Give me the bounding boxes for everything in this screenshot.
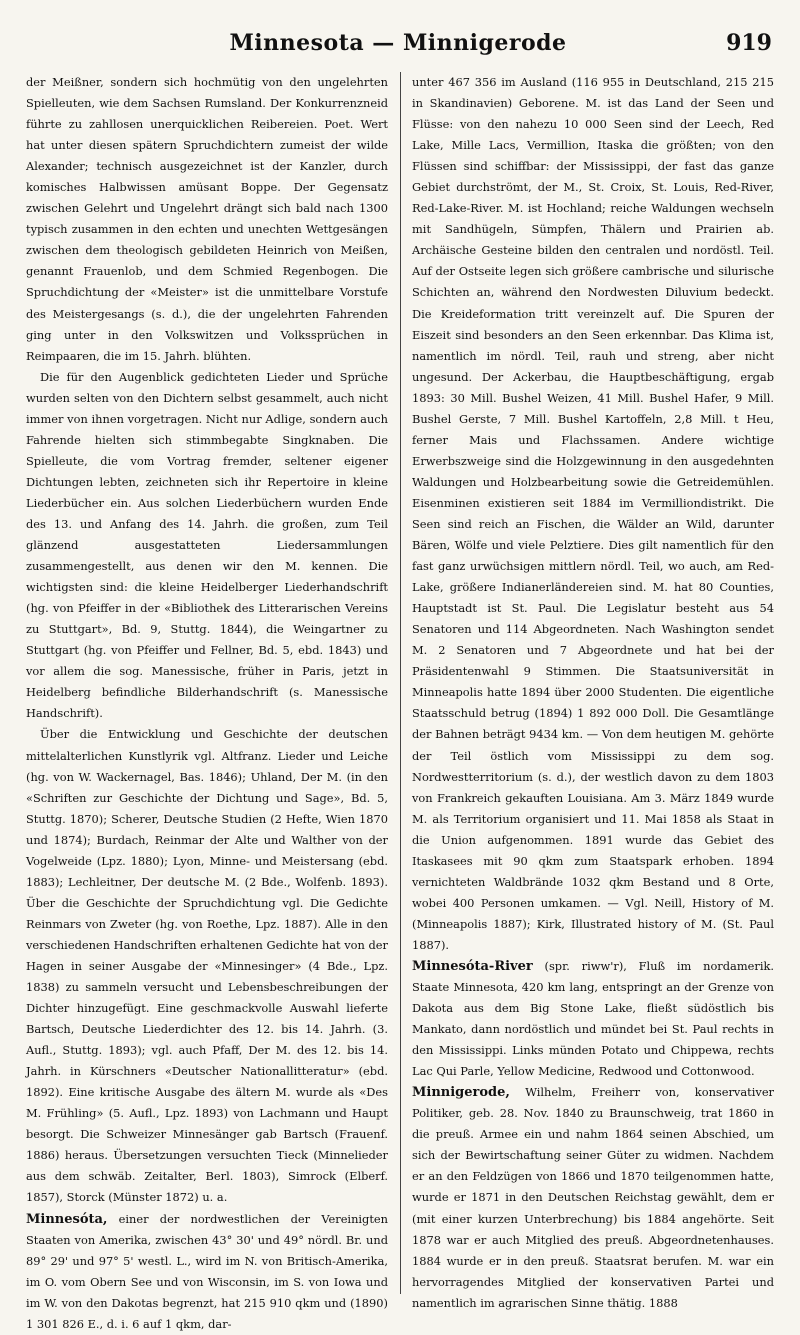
- entry-headword: Minnesóta-River: [412, 958, 533, 974]
- paragraph: Die für den Augenblick gedichteten Lieder und Sprüche wurden selten von den Dichtern selbst gesammelt, auch nicht immer von ihnen vorgetragen. Nicht nur Adlige, sondern auch Fahrende hielten sich stimmbegabte Singknaben. Die Spielleute, die vom Vortrag fremder, seltener eigener Dichtungen lebten, zeichneten sich ihr Repertoire in kleine Liederbücher ein. Aus solchen Liederbüchern wurden Ende des 13. und Anfang des 14. Jahrh. die großen, zum Teil glänzend ausgestatteten Liedersammlungen zusammengestellt, aus denen wir den M. kennen. Die wichtigsten sind: die kleine Heidelberger Liederhandschrift (hg. von Pfeiffer in der «Bibliothek des Litterarischen Vereins zu Stuttgart», Bd. 9, Stuttg. 1844), die Weingartner zu Stuttgart (hg. von Pfeiffer und Fellner, Bd. 5, ebd. 1843) und vor allem die sog. Manessische, früher in Paris, jetzt in Heidelberg befindliche Bilderhandschrift (s. Manessische Handschrift).: [26, 369, 388, 721]
- entry-minnesota: [26, 1209, 388, 1335]
- paragraph: unter 467 356 im Ausland (116 955 in Deutschland, 215 215 in Skandinavien) Geborene. M. ist das Land der Seen und Flüsse: von den nahezu 10 000 Seen sind der Leech, Red Lake, Mille Lacs, Vermillion, Itaska die größten; von den Flüssen sind schiffbar: der Mississippi, der fast das ganze Gebiet durchströmt, der M., St. Croix, St. Louis, Red-River, Red-Lake-River. M. ist Hochland; reiche Waldungen wechseln mit Sandhügeln, Sümpfen, Thälern und Prairien ab. Archäische Gesteine bilden den centralen und nordöstl. Teil. Auf der Ostseite legen sich größere cambrische und silurische Schichten an, während den Nordwesten Diluvium bedeckt. Die Kreideformation tritt vereinzelt auf. Die Spuren der Eiszeit sind besonders an den Seen erkennbar. Das Klima ist, namentlich im nördl. Teil, rauh und streng, aber nicht ungesund. Der Ackerbau, die Hauptbeschäftigung, ergab 1893: 30 Mill. Bushel Weizen, 41 Mill. Bushel Hafer, 9 Mill. Bushel Gerste, 7 Mill. Bushel Kartoffeln, 2,8 Mill. t Heu, ferner Mais und Flachssamen. Andere wichtige Erwerbszweige sind die Holzgewinnung in den ausgedehnten Waldungen und Holzbearbeitung sowie die Getreidemühlen. Eisenminen existieren seit 1884 im Vermilliondistrikt. Die Seen sind reich an Fischen, die Wälder an Wild, darunter Bären, Wölfe und viele Pelztiere. Dies gilt namentlich für den fast ganz urwüchsigen mittlern nördl. Teil, wo auch, am Red-Lake, größere Indianerländereien sind. M. hat 80 Counties, Hauptstadt ist St. Paul. Die Legislatur besteht aus 54 Senatoren und 114 Abgeordneten. Nach Washington sendet M. 2 Senatoren und 7 Abgeordnete und hat bei der Präsidentenwahl 9 Stimmen. Die Staatsuniversität in Minneapolis hatte 1894 über 2000 Studenten. Die eigentliche Staatsschuld betrug (1894) 1 892 000 Doll. Die Gesamtlänge der Bahnen beträgt 9434 km. — Von dem heutigen M. gehörte der Teil östlich vom Mississippi zu dem sog. Nordwestterritorium (s. d.), der westlich davon zu dem 1803 von Frankreich gekauften Louisiana. Am 3. März 1849 wurde M. als Territorium organisiert und 11. Mai 1858 als Staat in die Union aufgenommen. 1891 wurde das Gebiet des Itaskasees mit 90 qkm zum Staatspark erhoben. 1894 vernichteten Waldbrände 1032 qkm Bestand und 8 Orte, wobei 400 Personen umkamen. — Vgl. Neill, History of M. (Minneapolis 1887); Kirk, Illustrated history of M. (St. Paul 1887).: [412, 75, 774, 952]
- entry-text: Wilhelm, Freiherr von, konservativer Politiker, geb. 28. Nov. 1840 zu Braunschweig, trat 1860 in die preuß. Armee ein und nahm 1864 seinen Abschied, um sich der Bewirtschaftung seiner Güter zu widmen. Nachdem er an den Feldzügen von 1866 und 1870 teilgenommen hatte, wurde er 1871 in den Deutschen Reichstag gewählt, dem er (mit einer kurzen Unterbrechung) bis 1884 angehörte. Seit 1878 war er auch Mitglied des preuß. Abgeordnetenhauses. 1884 wurde er in den preuß. Staatsrat berufen. M. war ein hervorragendes Mitglied der konservativen Partei und namentlich im agrarischen Sinne thätig. 1888: [412, 1085, 774, 1310]
- entry-headword: Minnesóta,: [26, 1211, 108, 1227]
- running-head: Minnesota — Minnigerode: [229, 30, 567, 56]
- paragraph: der Meißner, sondern sich hochmütig von den ungelehrten Spielleuten, wie dem Sachsen Rumsland. Der Konkurrenzneid führte zu zahllosen unerquicklichen Reibereien. Poet. Wert hat unter diesen spätern Spruchdichtern zumeist der wilde Alexander; technisch ausgezeichnet ist der Kanzler, durch komisches Halbwissen amüsant Boppe. Der Gegensatz zwischen Gelehrt und Ungelehrt drängt sich bald nach 1300 typisch zusammen in den echten und unechten Wettgesängen zwischen dem theologisch gebildeten Heinrich von Meißen, genannt Frauenlob, und dem Schmied Regenbogen. Die Spruchdichtung der «Meister» ist die unmittelbare Vorstufe des Meistergesangs (s. d.), die der ungelehrten Fahrenden ging unter in den Volkswitzen und Volkssprüchen in Reimpaaren, die im 15. Jahrh. blühten.: [26, 75, 388, 363]
- entry-minnigerode: [412, 1082, 774, 1314]
- entry-minnesota-river: [412, 956, 774, 1082]
- column-divider: [400, 72, 401, 1294]
- paragraph: Über die Entwicklung und Geschichte der deutschen mittelalterlichen Kunstlyrik vgl. Altfranz. Lieder und Leiche (hg. von W. Wackernagel, Bas. 1846); Uhland, Der M. (in den «Schriften zur Geschichte der Dichtung und Sage», Bd. 5, Stuttg. 1870); Scherer, Deutsche Studien (2 Hefte, Wien 1870 und 1874); Burdach, Reinmar der Alte und Walther von der Vogelweide (Lpz. 1880); Lyon, Minne- und Meistersang (ebd. 1883); Lechleitner, Der deutsche M. (2 Bde., Wolfenb. 1893). Über die Geschichte der Spruchdichtung vgl. Die Gedichte Reinmars von Zweter (hg. von Roethe, Lpz. 1887). Alle in den verschiedenen Handschriften erhaltenen Gedichte hat von der Hagen in seiner Ausgabe der «Minnesinger» (4 Bde., Lpz. 1838) zu sammeln versucht und Lebensbeschreibungen der Dichter hinzugefügt. Eine geschmackvolle Auswahl lieferte Bartsch, Deutsche Liederdichter des 12. bis 14. Jahrh. (3. Aufl., Stuttg. 1893); vgl. auch Pfaff, Der M. des 12. bis 14. Jahrh. in Kürschners «Deutscher Nationallitteratur» (ebd. 1892). Eine kritische Ausgabe des ältern M. wurde als «Des M. Frühling» (5. Aufl., Lpz. 1893) von Lachmann und Haupt besorgt. Die Schweizer Minnesänger gab Bartsch (Frauenf. 1886) heraus. Übersetzungen versuchten Tieck (Minnelieder aus dem schwäb. Zeitalter, Berl. 1803), Simrock (Elberf. 1857), Storck (Münster 1872) u. a.: [26, 727, 388, 1205]
- entry-headword: Minnigerode,: [412, 1085, 510, 1101]
- right-column: [412, 72, 774, 1310]
- page-number: 919: [726, 30, 772, 56]
- left-column: [26, 72, 388, 1331]
- entry-text: (spr. riww'r), Fluß im nordamerik. Staate Minnesota, 420 km lang, entspringt an der Grenze von Dakota aus dem Big Stone Lake, fließt südöstlich bis Mankato, dann nordöstlich und mündet bei St. Paul rechts in den Mississippi. Links münden Potato und Chippewa, rechts Lac Qui Parle, Yellow Medicine, Redwood und Cottonwood.: [412, 958, 774, 1079]
- page-header: [24, 30, 772, 60]
- entry-text: einer der nordwestlichen der Vereinigten Staaten von Amerika, zwischen 43° 30' und 49° nördl. Br. und 89° 29' und 97° 5' westl. L., wird im N. von Britisch-Amerika, im O. vom Obern See und von Wisconsin, im S. von Iowa und im W. von den Dakotas begrenzt, hat 215 910 qkm und (1890) 1 301 826 E., d. i. 6 auf 1 qkm, dar-: [26, 1211, 388, 1331]
